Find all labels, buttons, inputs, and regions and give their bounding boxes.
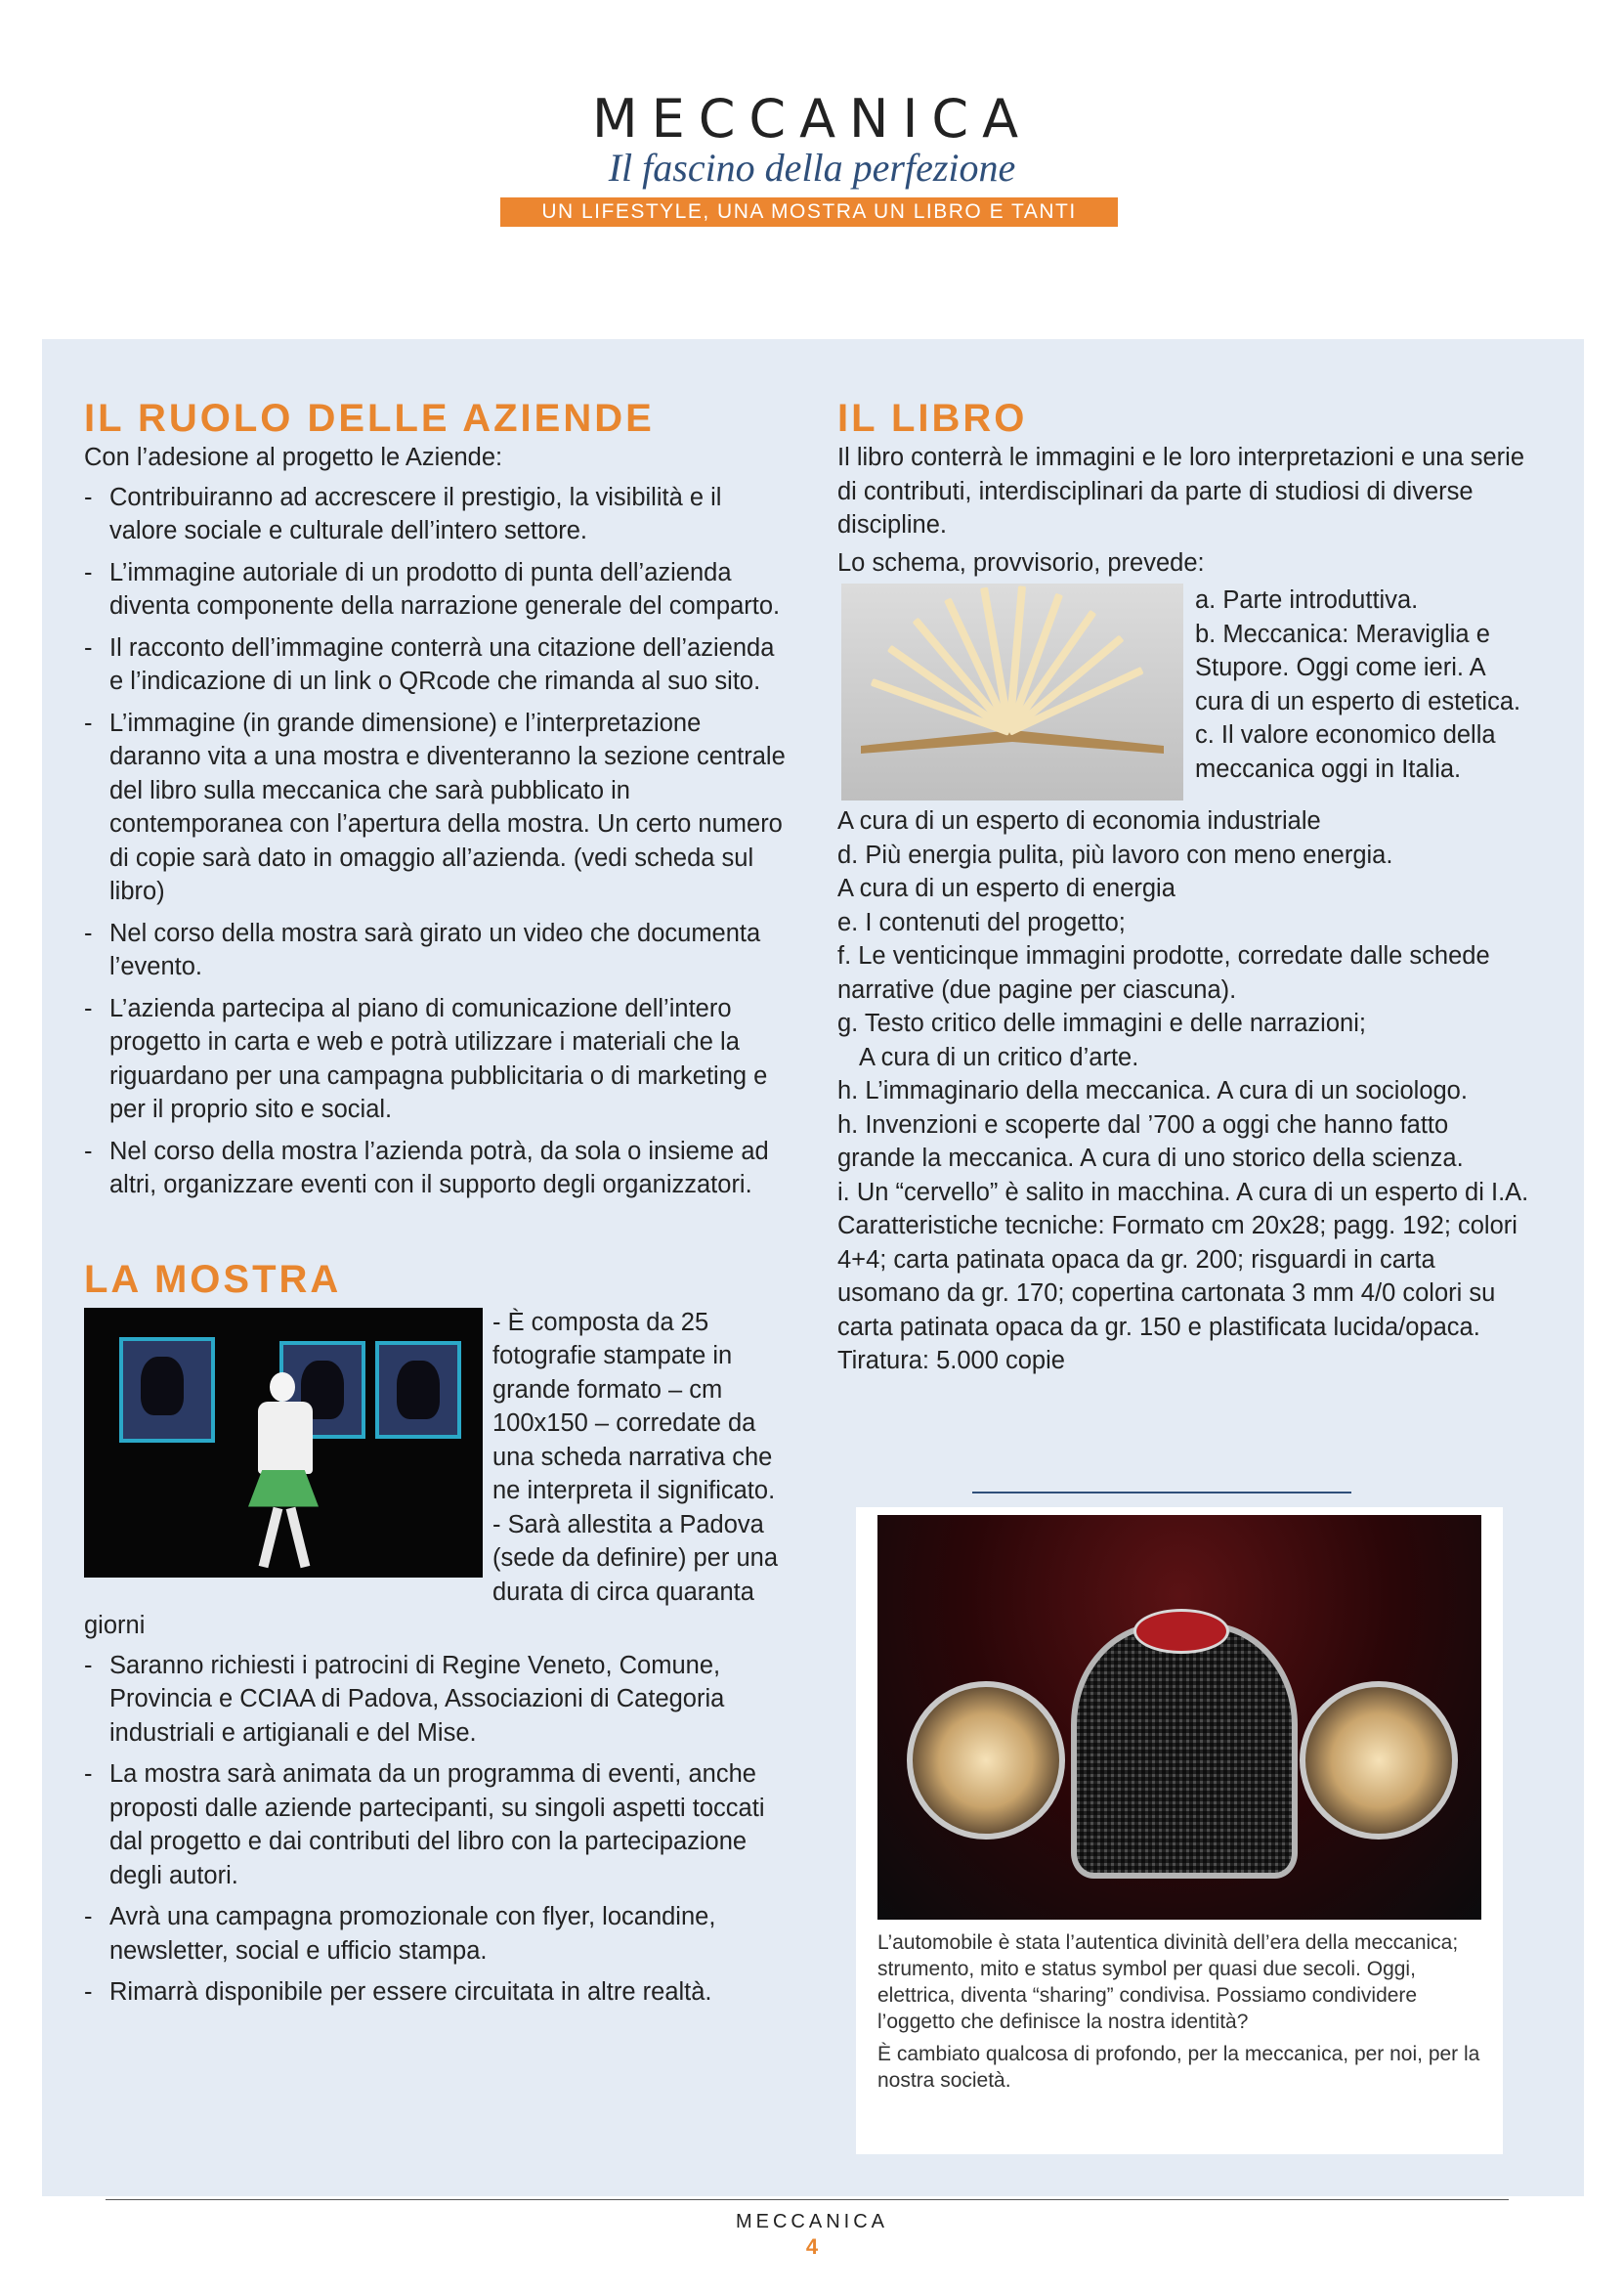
car-caption-2: È cambiato qualcosa di profondo, per la meccanica, per noi, per la nostra società.: [877, 2043, 1480, 2092]
libro-title: IL LIBRO: [837, 397, 1028, 440]
schema-item: c. Il valore economico della meccanica oggi in Italia.: [1195, 721, 1496, 783]
list-item: - Avrà una campagna promozionale con flyer, locandine, newsletter, social e ufficio stampa.: [84, 1900, 788, 1968]
car-caption-1: L’automobile è stata l’autentica divinità dell’era della meccanica; strumento, mito e status symbol per quasi due secoli. Oggi, elettrica, diventa “sharing” condivisa. Possiamo condividere l’oggetto che definisce la nostra identità?: [877, 1931, 1459, 2033]
schema-item: h. L’immaginario della meccanica. A cura di un sociologo.: [837, 1077, 1468, 1104]
exhibition-image: [84, 1308, 483, 1578]
footer-line: [106, 2199, 1509, 2200]
header-title: MECCANICA: [591, 88, 1033, 150]
list-item: - Nel corso della mostra l’azienda potrà, da sola o insieme ad altri, organizzare eventi con il supporto degli organizzatori.: [84, 1135, 788, 1202]
schema-item: A cura di un esperto di energia: [837, 875, 1175, 902]
schema-item: e. I contenuti del progetto;: [837, 908, 1126, 936]
mostra-list: [84, 1649, 788, 2010]
list-item: - La mostra sarà animata da un programma di eventi, anche proposti dalle aziende partecipanti, su singoli aspetti toccati dal progetto e dai contributi del libro con la partecipazione degli autori.: [84, 1757, 788, 1892]
mostra-para-2: - Sarà allestita a Padova (sede da definire) per una durata di circa quaranta giorni: [84, 1508, 788, 1643]
headlamp-left: [907, 1681, 1065, 1840]
schema-item: a. Parte introduttiva.: [1195, 586, 1419, 614]
schema-item: f. Le venticinque immagini prodotte, corredate dalle schede narrative (due pagine per ciascuna).: [837, 942, 1490, 1004]
left-column: [84, 396, 788, 2017]
schema-item: g. Testo critico delle immagini e delle narrazioni;: [837, 1010, 1366, 1037]
libro-schema: [837, 584, 1531, 1209]
mostra-para-1: - È composta da 25 fotografie stampate in grande formato – cm 100x150 – corredate da una scheda narrativa che ne interpreta il significato.: [84, 1306, 788, 1508]
schema-item: h. Invenzioni e scoperte dal ’700 a oggi che hanno fatto grande la meccanica. A cura di uno storico della scienza.: [837, 1110, 1464, 1172]
mostra-body: [84, 1306, 788, 2010]
car-grille: [1071, 1623, 1298, 1879]
list-item: - Saranno richiesti i patrocini di Regine Veneto, Comune, Provincia e CCIAA di Padova, Associazioni di Categoria industriali e artigianali e del Mise.: [84, 1649, 788, 1751]
bugatti-car-image: [877, 1515, 1481, 1920]
list-item: - Rimarrà disponibile per essere circuitata in altre realtà.: [84, 1975, 788, 2010]
schema-item: A cura di un esperto di economia industriale: [837, 807, 1321, 835]
schema-item: A cura di un critico d’arte.: [859, 1043, 1139, 1071]
page-number: 4: [805, 2234, 819, 2259]
artwork-frame: [119, 1337, 215, 1443]
schema-item: i. Un “cervello” è salito in macchina. A cura di un esperto di I.A.: [837, 1178, 1529, 1206]
car-badge-icon: [1133, 1609, 1229, 1654]
footer-title: MECCANICA: [735, 2211, 888, 2232]
list-item: - L’azienda partecipa al piano di comunicazione dell’intero progetto in carta e web e potrà utilizzare i materiali che la riguardano per una campagna pubblicitaria o di marketing e per il proprio sito e social.: [84, 992, 788, 1127]
header-band: UN LIFESTYLE, UNA MOSTRA UN LIBRO E TANTI EVENTI: [500, 197, 1118, 227]
artwork-frame: [375, 1341, 461, 1439]
headlamp-right: [1300, 1681, 1458, 1840]
list-item: - L’immagine (in grande dimensione) e l’interpretazione daranno vita a una mostra e diventeranno la sezione centrale del libro sulla meccanica che sarà pubblicato in contemporanea con l’apertura della mostra. Un certo numero di copie sarà dato in omaggio all’azienda. (vedi scheda sul libro): [84, 707, 788, 909]
right-column: [837, 396, 1531, 1378]
aziende-intro: Con l’adesione al progetto le Aziende:: [84, 444, 503, 471]
visitor-figure: [270, 1372, 295, 1402]
list-item: - Contribuiranno ad accrescere il prestigio, la visibilità e il valore sociale e culturale dell’intero settore.: [84, 481, 788, 548]
schema-item: b. Meccanica: Meraviglia e Stupore. Oggi come ieri. A cura di un esperto di estetica.: [1195, 620, 1521, 715]
book-image: [841, 584, 1183, 801]
libro-intro: Il libro conterrà le immagini e le loro interpretazioni e una serie di contributi, interdisciplinari da parte di studiosi di diverse discipline.: [837, 444, 1525, 539]
libro-specs: Caratteristiche tecniche: Formato cm 20x28; pagg. 192; colori 4+4; carta patinata opaca da gr. 200; risguardi in carta usomano da gr. 170; copertina cartonata 3 mm 4/0 colori su carta patinata opaca da gr. 150 e plastificata lucida/opaca. Tiratura: 5.000 copie: [837, 1212, 1517, 1374]
header-subtitle: Il fascino della perfezione: [608, 146, 1016, 190]
car-caption: [877, 1929, 1481, 2099]
list-item: - L’immagine autoriale di un prodotto di punta dell’azienda diventa componente della narrazione generale del comparto.: [84, 556, 788, 624]
car-box: [856, 1507, 1503, 2154]
list-item: - Nel corso della mostra sarà girato un video che documenta l’evento.: [84, 917, 788, 984]
schema-item: d. Più energia pulita, più lavoro con meno energia.: [837, 841, 1393, 869]
mostra-title: LA MOSTRA: [84, 1257, 342, 1301]
list-item: - Il racconto dell’immagine conterrà una citazione dell’azienda e l’indicazione di un link o QRcode che rimanda al suo sito.: [84, 631, 788, 699]
aziende-list: [84, 481, 788, 1202]
section-divider: [972, 1492, 1351, 1493]
libro-schema-intro: Lo schema, provvisorio, prevede:: [837, 548, 1205, 577]
aziende-title: IL RUOLO DELLE AZIENDE: [84, 397, 655, 440]
